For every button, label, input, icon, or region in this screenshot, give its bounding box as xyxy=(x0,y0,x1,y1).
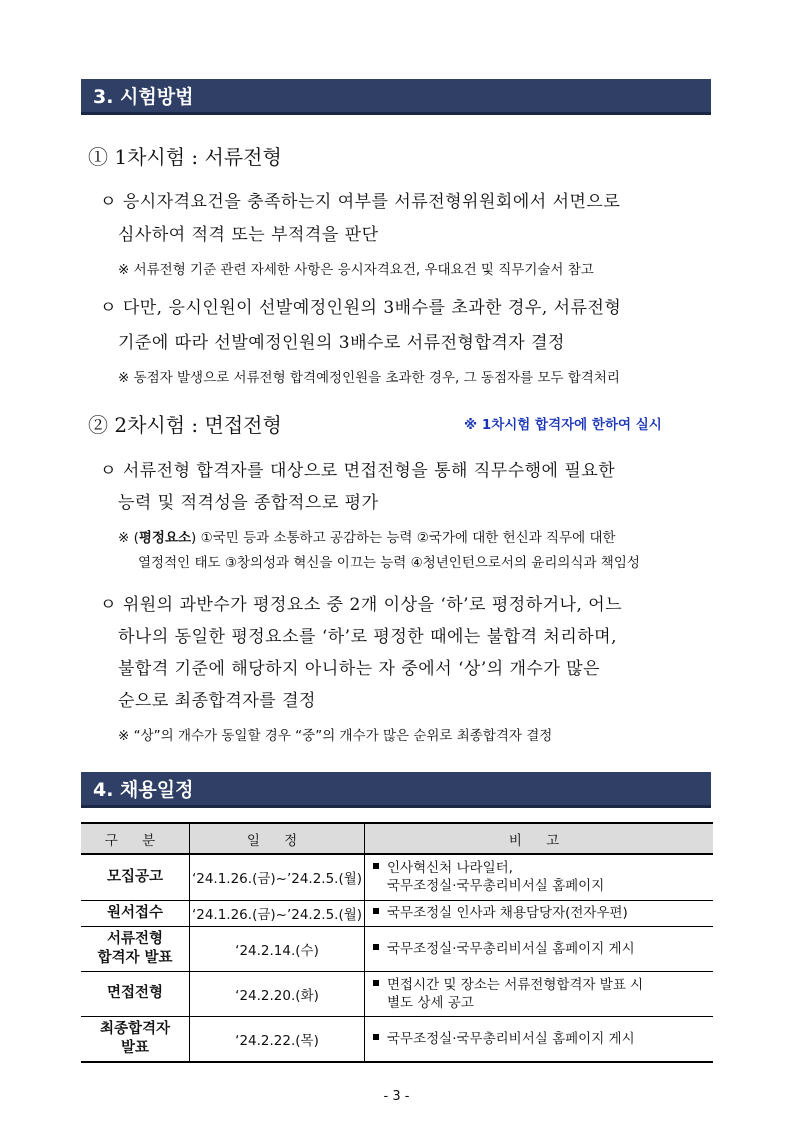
row-date: ‘24.2.22.(목) xyxy=(190,1016,365,1062)
row-category: 면접전형 xyxy=(81,971,190,1016)
stage2-criteria-line2: 열정적인 태도 ③창의성과 혁신을 이끄는 능력 ④청년인턴으로서의 윤리의식과 책임성 xyxy=(138,555,640,571)
table-row xyxy=(81,900,713,926)
stage2-bullet2-line2: 하나의 동일한 평정요소를 ‘하’로 평정한 때에는 불합격 처리하며, xyxy=(118,627,618,647)
row-date: ‘24.2.14.(수) xyxy=(190,926,365,971)
square-bullet-icon xyxy=(373,908,379,914)
square-bullet-icon xyxy=(373,1034,379,1040)
stage2-bullet1-line2: 능력 및 적격성을 종합적으로 평가 xyxy=(118,493,379,513)
remark-line2: 국무조정실·국무총리비서실 홈페이지 xyxy=(387,878,605,895)
stage2-bullet2-line1: ㅇ 위원의 과반수가 평정요소 중 2개 이상을 ‘하’로 평정하거나, 어느 xyxy=(100,595,623,615)
criteria-text-line1: ) ①국민 등과 소통하고 공감하는 능력 ②국가에 대한 헌신과 직무에 대한 xyxy=(191,530,616,546)
stage2-bullet1-line1: ㅇ 서류전형 합격자를 대상으로 면접전형을 통해 직무수행에 필요한 xyxy=(100,461,616,481)
remark-line2: 별도 상세 공고 xyxy=(387,994,474,1011)
stage1-bullet2-line1: ㅇ 다만, 응시인원이 선발예정인원의 3배수를 초과한 경우, 서류전형 xyxy=(100,298,622,318)
stage1-bullet1-line2: 심사하여 적격 또는 부적격을 판단 xyxy=(118,225,379,245)
header-category: 구 분 xyxy=(81,823,190,854)
row-date: ‘24.1.26.(금)~’24.2.5.(월) xyxy=(190,854,365,900)
header-remark: 비 고 xyxy=(365,823,714,854)
row-remark xyxy=(365,854,714,900)
stage1-heading: ① 1차시험 : 서류전형 xyxy=(88,145,282,169)
square-bullet-icon xyxy=(373,980,379,986)
stage2-heading-note: ※ 1차시험 합격자에 한하여 실시 xyxy=(464,417,662,433)
table-row xyxy=(81,854,713,900)
stage1-bullet2-line2: 기준에 따라 선발예정인원의 3배수로 서류전형합격자 결정 xyxy=(118,333,565,353)
remark-line1: 국무조정실 인사과 채용담당자(전자우편) xyxy=(387,905,628,921)
remark-line1: 면접시간 및 장소는 서류전형합격자 발표 시 xyxy=(387,976,644,993)
square-bullet-icon xyxy=(373,863,379,869)
table-row xyxy=(81,971,713,1016)
stage1-bullet1-line1: ㅇ 응시자격요건을 충족하는지 여부를 서류전형위원회에서 서면으로 xyxy=(100,192,621,212)
page-number: - 3 - xyxy=(383,1089,410,1104)
stage2-criteria-line1 xyxy=(118,526,616,546)
row-category: 원서접수 xyxy=(81,900,190,926)
stage2-heading: ② 2차시험 : 면접전형 xyxy=(88,413,282,437)
table-row xyxy=(81,926,713,971)
section-title-exam-method: 3. 시험방법 xyxy=(81,79,711,115)
row-remark xyxy=(365,900,714,926)
row-remark xyxy=(365,926,714,971)
square-bullet-icon xyxy=(373,944,379,950)
row-remark xyxy=(365,971,714,1016)
row-category: 최종합격자 발표 xyxy=(81,1016,190,1062)
criteria-label: 평정요소 xyxy=(138,530,192,546)
row-remark xyxy=(365,1016,714,1062)
criteria-prefix: ※ ( xyxy=(118,530,139,546)
remark-line1: 국무조정실·국무총리비서실 홈페이지 게시 xyxy=(387,1030,635,1047)
row-date: ‘24.1.26.(금)~’24.2.5.(월) xyxy=(190,900,365,926)
header-date: 일 정 xyxy=(190,823,365,854)
table-row xyxy=(81,1016,713,1062)
stage1-note2: ※ 동점자 발생으로 서류전형 합격예정인원을 초과한 경우, 그 동점자를 모두 합격처리 xyxy=(118,370,620,386)
stage2-note: ※ “상”의 개수가 동일할 경우 “중”의 개수가 많은 순위로 최종합격자 결정 xyxy=(118,728,553,744)
remark-line1: 국무조정실·국무총리비서실 홈페이지 게시 xyxy=(387,940,635,957)
section-title-schedule: 4. 채용일정 xyxy=(81,772,711,808)
table-header-row xyxy=(81,823,713,854)
remark-line1: 인사혁신처 나라일터, xyxy=(387,860,513,877)
row-category: 모집공고 xyxy=(81,854,190,900)
stage2-bullet2-line4: 순으로 최종합격자를 결정 xyxy=(118,691,316,711)
row-date: ‘24.2.20.(화) xyxy=(190,971,365,1016)
row-category: 서류전형 합격자 발표 xyxy=(81,926,190,971)
stage1-note1: ※ 서류전형 기준 관련 자세한 사항은 응시자격요건, 우대요건 및 직무기술서 참고 xyxy=(118,262,594,278)
stage2-bullet2-line3: 불합격 기준에 해당하지 아니하는 자 중에서 ‘상’의 개수가 많은 xyxy=(118,659,601,679)
schedule-table xyxy=(81,822,713,1063)
